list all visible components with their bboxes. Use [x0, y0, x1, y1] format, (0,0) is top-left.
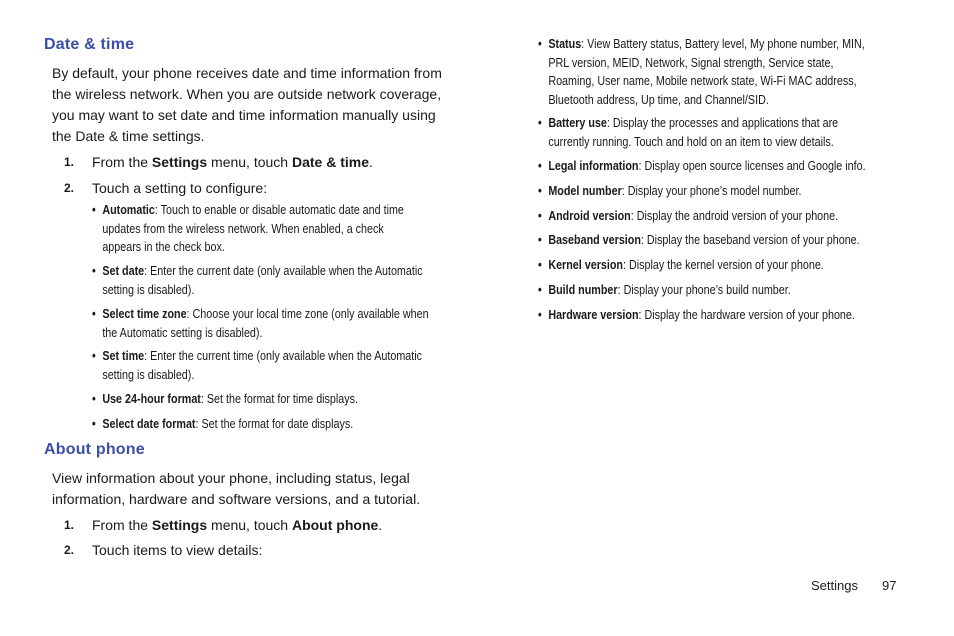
step-number: 1.: [64, 155, 75, 169]
bullet-dot: •: [538, 116, 542, 130]
bullet-item: [92, 201, 470, 257]
step-text-post: .: [369, 154, 373, 170]
bullet-term: Kernel version: [548, 258, 624, 272]
bullet-dot: •: [92, 264, 96, 278]
bullet-description: : Enter the current date (only available when the Automatic: [144, 264, 423, 278]
bullet-text: [548, 157, 865, 176]
bullet-line: [548, 281, 790, 300]
bullet-term: Build number: [548, 283, 618, 297]
bullet-description: : Display open source licenses and Google info.: [638, 159, 866, 173]
bullet-item: [538, 182, 916, 201]
step-text: [92, 153, 373, 171]
bullet-description: : Display the kernel version of your phone.: [623, 258, 824, 272]
bullet-line: [102, 238, 404, 257]
bullet-description: : Set the format for time displays.: [200, 392, 359, 406]
bullet-line: [102, 347, 422, 366]
bullet-term: Set date: [102, 264, 145, 278]
intro-line: By default, your phone receives date and time information from: [52, 65, 442, 81]
bullet-line: [548, 54, 864, 73]
bullet-dot: •: [538, 308, 542, 322]
bullet-term: Battery use: [548, 116, 607, 130]
bullet-text: [548, 35, 864, 109]
bullet-line: [102, 220, 404, 239]
bullet-term: Select time zone: [102, 307, 187, 321]
bullet-dot: •: [538, 159, 542, 173]
bullet-description: : Display the android version of your phone.: [630, 209, 839, 223]
bullet-text: [102, 305, 428, 342]
bullet-line: [548, 207, 838, 226]
bullet-description: the Automatic setting is disabled).: [102, 325, 263, 340]
bullet-line: [102, 201, 404, 220]
step-text: Touch items to view details:: [92, 542, 263, 558]
bullet-dot: •: [538, 233, 542, 247]
bullet-item: [92, 415, 470, 434]
bullet-description: appears in the check box.: [102, 240, 225, 254]
bullet-description: : Touch to enable or disable automatic date and time: [154, 203, 404, 217]
step-menu-name: Settings: [151, 154, 208, 170]
section-title-date-time: Date & time: [44, 36, 135, 53]
bullet-item: [92, 262, 470, 299]
bullet-description: : Enter the current time (only available when the Automatic: [144, 349, 423, 363]
bullet-line: [102, 305, 428, 324]
bullet-description: : Display the baseband version of your phone.: [640, 233, 860, 247]
footer-section-name: Settings: [811, 578, 858, 593]
bullet-text: [548, 207, 838, 226]
bullet-line: [102, 366, 422, 385]
bullet-text: [548, 231, 859, 250]
bullet-item: [538, 114, 916, 151]
bullet-line: [548, 133, 838, 152]
intro-line: you may want to set date and time information manually using: [52, 107, 436, 123]
step-text-pre: From the: [92, 517, 152, 533]
step-number: 1.: [64, 518, 75, 532]
bullet-text: [548, 114, 838, 151]
step-item-name: Date & time: [291, 154, 369, 170]
bullet-item: [538, 207, 916, 226]
section-title-about-phone: About phone: [44, 441, 145, 458]
bullet-text: [102, 347, 422, 384]
bullet-line: [548, 231, 859, 250]
bullet-text: [548, 281, 790, 300]
step-text-post: .: [378, 517, 383, 533]
bullet-description: updates from the wireless network. When enabled, a check: [102, 221, 384, 236]
intro-line: the wireless network. When you are outside network coverage,: [52, 86, 442, 102]
date-time-intro: [52, 63, 442, 147]
bullet-text: [102, 415, 353, 434]
step-1: [64, 153, 464, 171]
bullet-description: Roaming, User name, Mobile network state, Wi-Fi MAC address,: [548, 74, 857, 88]
bullet-term: Legal information: [548, 159, 639, 173]
bullet-term: Hardware version: [548, 308, 639, 322]
step-text: Touch a setting to configure:: [92, 180, 268, 196]
bullet-line: [102, 281, 422, 300]
bullet-item: [538, 281, 916, 300]
bullet-dot: •: [538, 184, 542, 198]
bullet-item: [92, 347, 470, 384]
bullet-text: [102, 390, 358, 409]
intro-line: information, hardware and software versions, and a tutorial.: [52, 491, 421, 507]
bullet-line: [548, 91, 864, 110]
bullet-item: [538, 306, 916, 325]
bullet-term: Automatic: [102, 203, 155, 217]
bullet-dot: •: [538, 283, 542, 297]
bullet-description: : Display the hardware version of your phone.: [638, 308, 855, 322]
bullet-term: Baseband version: [548, 233, 641, 247]
bullet-item: [538, 157, 916, 176]
bullet-line: [102, 415, 353, 434]
bullet-description: : View Battery status, Battery level, My phone number, MIN,: [581, 37, 865, 51]
bullet-line: [102, 390, 358, 409]
bullet-dot: •: [538, 37, 542, 51]
bullet-line: [548, 72, 864, 91]
bullet-item: [92, 305, 470, 342]
step-text-pre: From the: [92, 154, 152, 170]
bullet-description: : Display the processes and applications that are: [606, 116, 839, 130]
bullet-item: [538, 35, 916, 109]
bullet-description: setting is disabled).: [102, 282, 195, 297]
bullet-term: Model number: [548, 184, 622, 198]
bullet-text: [548, 182, 801, 201]
bullet-text: [548, 306, 855, 325]
bullet-line: [102, 324, 428, 343]
bullet-description: PRL version, MEID, Network, Signal strength, Service state,: [548, 55, 834, 70]
bullet-line: [548, 306, 855, 325]
bullet-dot: •: [92, 417, 96, 431]
bullet-line: [548, 35, 864, 54]
bullet-text: [102, 262, 422, 299]
bullet-item: [92, 390, 470, 409]
bullet-item: [538, 256, 916, 275]
bullet-description: : Set the format for date displays.: [195, 417, 354, 431]
bullet-description: setting is disabled).: [102, 367, 195, 382]
bullet-description: : Choose your local time zone (only available when: [186, 307, 429, 321]
step-number: 2.: [64, 543, 75, 557]
bullet-description: : Display your phone’s model number.: [621, 184, 802, 198]
footer-page-number: 97: [882, 578, 897, 593]
intro-line: View information about your phone, including status, legal: [52, 470, 410, 486]
bullet-line: [548, 182, 801, 201]
bullet-line: [548, 256, 823, 275]
bullet-line: [548, 157, 865, 176]
step-text-mid: menu, touch: [207, 517, 292, 533]
bullet-dot: •: [538, 258, 542, 272]
bullet-term: Use 24-hour format: [102, 392, 201, 406]
bullet-item: [538, 231, 916, 250]
step-1: [64, 516, 464, 534]
bullet-dot: •: [92, 392, 96, 406]
step-menu-name: Settings: [151, 517, 208, 533]
step-item-name: About phone: [291, 517, 379, 533]
bullet-line: [548, 114, 838, 133]
bullet-dot: •: [92, 349, 96, 363]
bullet-dot: •: [92, 307, 96, 321]
step-2: [64, 541, 464, 559]
intro-line: the Date & time settings.: [52, 128, 205, 144]
bullet-term: Android version: [548, 209, 631, 223]
bullet-description: Bluetooth address, Up time, and Channel/SID.: [548, 92, 769, 107]
bullet-dot: •: [538, 209, 542, 223]
step-number: 2.: [64, 181, 75, 195]
about-phone-intro: [52, 468, 420, 510]
bullet-text: [548, 256, 823, 275]
bullet-dot: •: [92, 203, 96, 217]
bullet-term: Status: [548, 37, 582, 51]
step-text-mid: menu, touch: [207, 154, 292, 170]
bullet-description: : Display your phone’s build number.: [617, 283, 791, 297]
bullet-text: [102, 201, 404, 257]
bullet-line: [102, 262, 422, 281]
step-2: [64, 179, 464, 197]
bullet-term: Select date format: [102, 417, 196, 431]
bullet-term: Set time: [102, 349, 145, 363]
bullet-description: currently running. Touch and hold on an item to view details.: [548, 134, 834, 149]
step-text: [92, 516, 382, 534]
